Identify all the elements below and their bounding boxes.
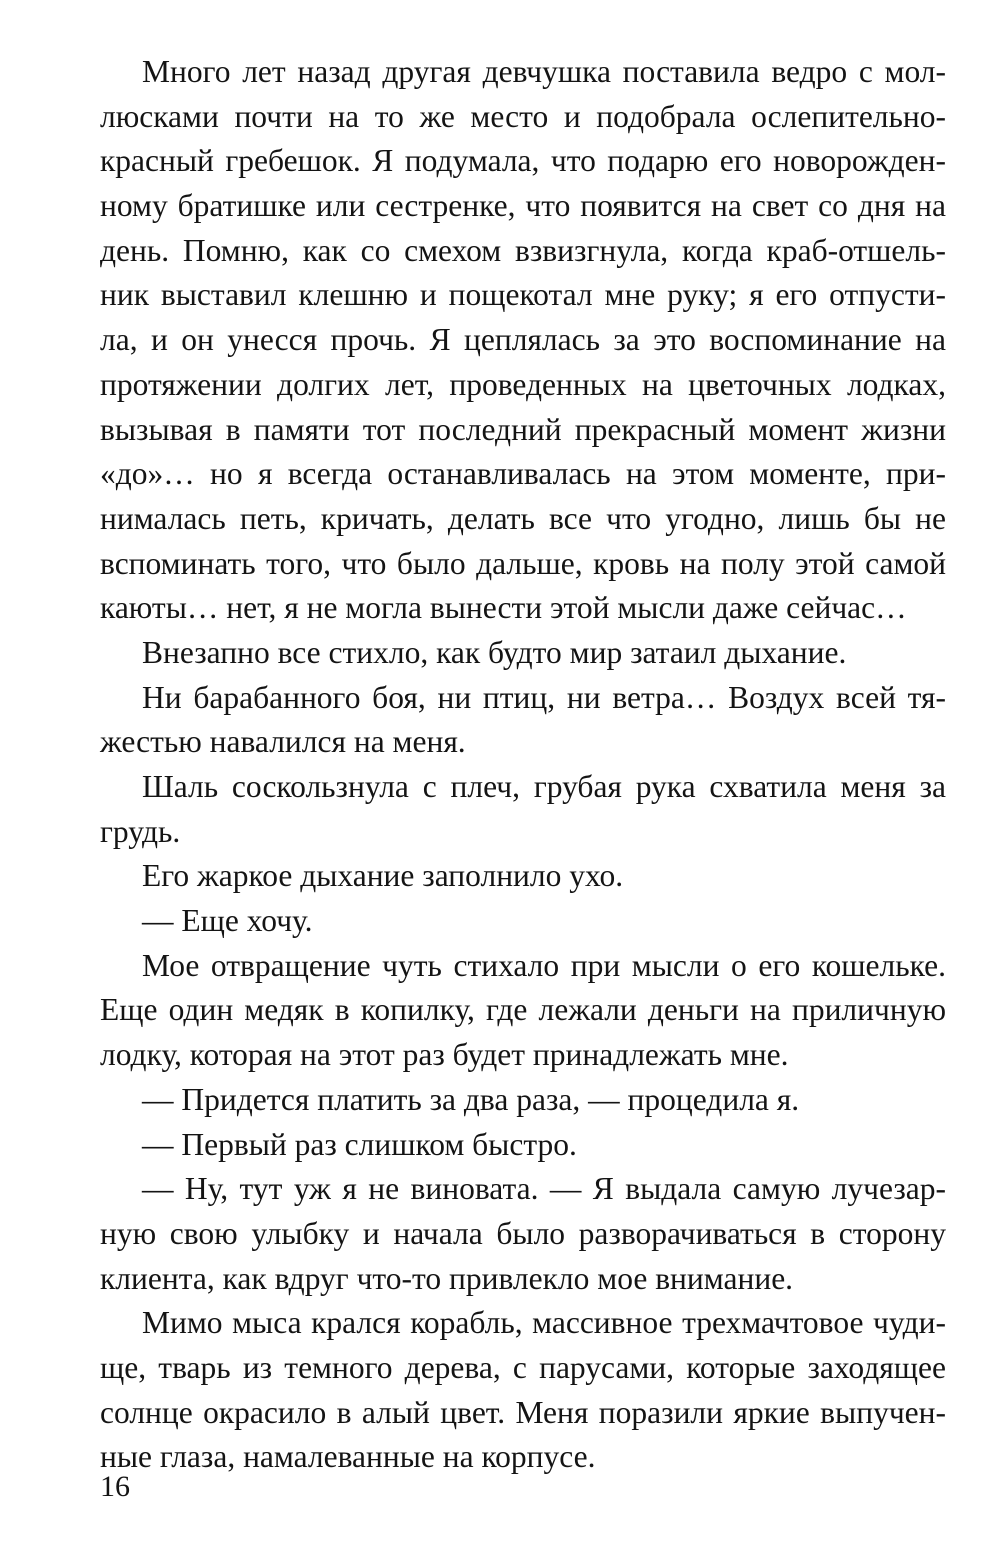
text-line: ник выставил клешню и пощекотал мне руку; я его отпусти- <box>100 277 946 313</box>
text-line: — Еще хочу. <box>142 903 313 939</box>
text-line: вспоминать того, что было дальше, кровь на полу этой самой <box>100 545 946 581</box>
text-line: день. Помню, как со смехом взвизгнула, когда краб-отшель- <box>100 232 946 268</box>
text-line: лодку, которая на этот раз будет принадлежать мне. <box>100 1037 789 1073</box>
text-line: люсками почти на то же место и подобрала ослепительно- <box>100 98 946 134</box>
text-line: грудь. <box>100 813 181 849</box>
text-line: — Первый раз слишком быстро. <box>142 1126 577 1162</box>
text-line: Много лет назад другая девчушка поставила ведро с мол- <box>142 54 946 89</box>
page-number: 16 <box>100 1470 130 1503</box>
text-line: «до»… но я всегда останавливалась на этом моменте, при- <box>100 456 946 492</box>
text-line: Шаль соскользнула с плеч, грубая рука схватила меня за <box>142 769 946 804</box>
text-line: ному братишке или сестренке, что появится на свет со дня на <box>100 188 946 224</box>
text-line: солнце окрасило в алый цвет. Меня поразили яркие выпучен- <box>100 1394 946 1430</box>
text-line: ще, тварь из темного дерева, с парусами, которые заходящее <box>100 1349 946 1385</box>
text-line: ную свою улыбку и начала было разворачиваться в сторону <box>100 1215 946 1251</box>
text-line: нималась петь, кричать, делать все что угодно, лишь бы не <box>100 500 946 536</box>
text-line: каюты… нет, я не могла вынести этой мысли даже сейчас… <box>100 590 907 626</box>
text-line: ные глаза, намалеванные на корпусе. <box>100 1439 596 1475</box>
text-line: Ни барабанного боя, ни птиц, ни ветра… Воздух всей тя- <box>142 679 946 715</box>
text-line: Внезапно все стихло, как будто мир затаил дыхание. <box>142 634 847 670</box>
text-line: — Придется платить за два раза, — процедила я. <box>142 1081 800 1117</box>
text-line: жестью навалился на меня. <box>100 724 466 760</box>
text-line: Его жаркое дыхание заполнило ухо. <box>142 858 624 894</box>
text-line: клиента, как вдруг что-то привлекло мое внимание. <box>100 1260 794 1296</box>
text-line: красный гребешок. Я подумала, что подарю его новорожден- <box>100 143 946 179</box>
text-line: Еще один медяк в копилку, где лежали деньги на приличную <box>100 992 946 1028</box>
text-line: Мимо мыса крался корабль, массивное трехмачтовое чуди- <box>142 1305 946 1341</box>
text-line: вызывая в памяти тот последний прекрасный момент жизни <box>100 411 946 447</box>
text-line: протяжении долгих лет, проведенных на цветочных лодках, <box>100 366 946 402</box>
body-text <box>100 50 946 1480</box>
text-line: ла, и он унесся прочь. Я цеплялась за это воспоминание на <box>100 322 946 358</box>
text-line: Мое отвращение чуть стихало при мысли о его кошельке. <box>142 947 946 983</box>
text-line: — Ну, тут уж я не виновата. — Я выдала самую лучезар- <box>142 1171 946 1207</box>
